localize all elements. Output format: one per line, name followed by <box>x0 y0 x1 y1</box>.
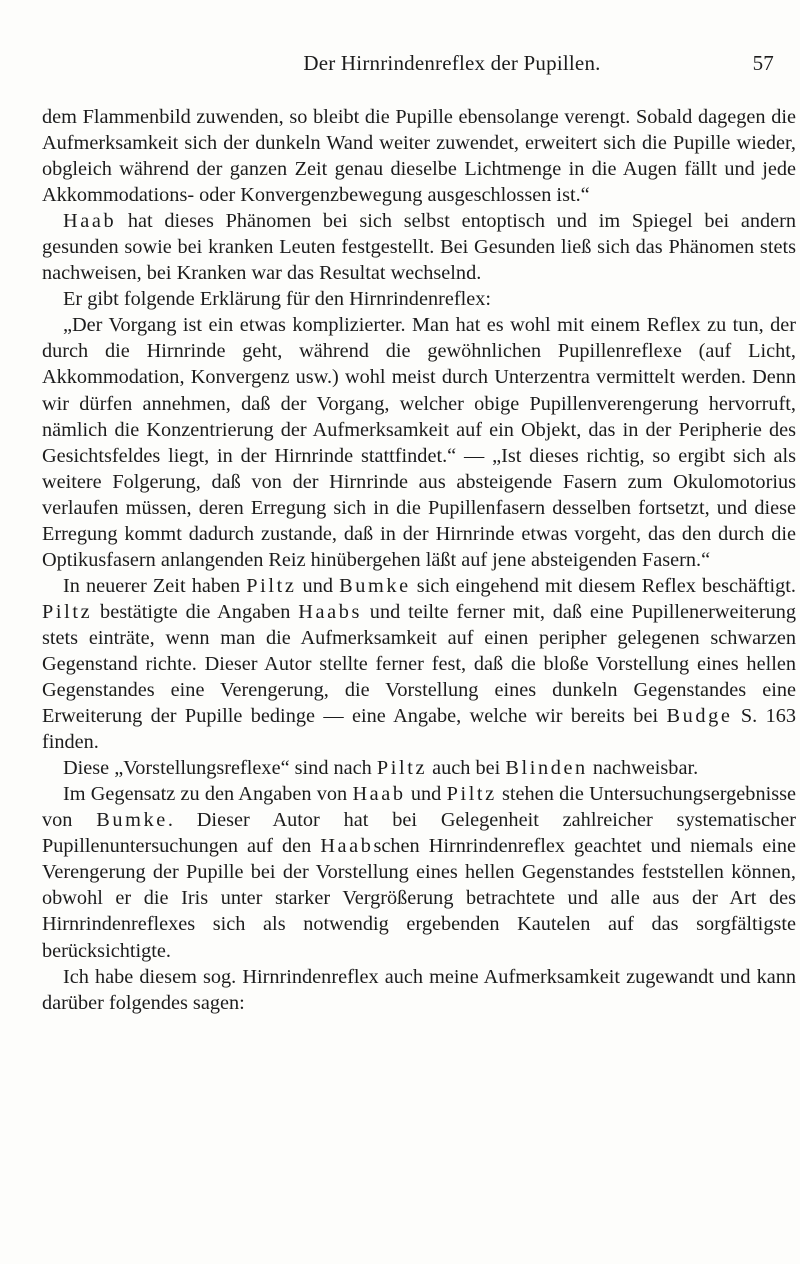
paragraph-5 <box>42 573 796 755</box>
author-name: Piltz <box>246 574 297 597</box>
paragraph-text: auch bei <box>427 757 506 780</box>
paragraph-1: dem Flammenbild zuwenden, so bleibt die Pupille ebensolange verengt. Sobald dagegen die Aufmerksamkeit sich der dunkeln Wand weiter zuwendet, erweitert sich die Pupille wieder, obgleich während der ganzen Zeit genau dieselbe Lichtmenge in die Augen fällt und jede Akkommodations- oder Konvergenzbewegung ausgeschlossen ist.“ <box>42 106 796 207</box>
paragraph-text: S. 163 finden. <box>42 705 796 754</box>
paragraph-text: schen Hirnrindenreflex geachtet und niemals eine Verengerung der Pupille bei der Vorstellung eines hellen Gegenstandes feststellen können, obwohl er die Iris unter starker Vergrößerung betrachtete und alle aus der Art des Hirnrindenreflexes sich als notwendig ergebenden Kautelen auf das sorgfältigste berücksichtigte. <box>42 835 796 962</box>
paragraph-text: . Dieser Autor hat bei Gelegenheit zahlreicher systematischer Pupillenuntersuchungen auf den <box>42 809 796 858</box>
paragraph-text: In neuerer Zeit haben <box>63 574 247 597</box>
paragraph-text: Diese „Vorstellungsreflexe“ sind nach <box>63 757 377 780</box>
paragraph-3: Er gibt folgende Erklärung für den Hirnrindenreflex: <box>63 288 492 311</box>
paragraph-text: nachweisbar. <box>587 757 699 780</box>
paragraph-text: bestätigte die Angaben <box>92 600 299 623</box>
author-name: Budge <box>666 705 733 728</box>
paragraph-7 <box>42 781 796 963</box>
paragraph-6 <box>42 755 796 781</box>
paragraph-text: und teilte ferner mit, daß eine Pupillenerweiterung stets einträte, wenn man die Aufmerksamkeit auf einen peripher gelegenen schwarzen Gegenstand richte. Dieser Autor stellte ferner fest, daß die bloße Vorstellung eines hellen Gegenstandes eine Verengerung, die Vorstellung eines dunkeln Gegenstandes eine Erweiterung der Pupille bedinge — eine Angabe, welche wir bereits bei <box>42 600 797 728</box>
author-name: Piltz <box>446 783 497 806</box>
running-header <box>130 49 774 77</box>
author-name: Haab <box>320 835 374 858</box>
author-name: Haab <box>63 210 117 233</box>
paragraph-text: Im Gegensatz zu den Angaben von <box>63 783 353 806</box>
author-name: Bumke <box>339 574 411 597</box>
paragraph-text: stehen die Untersuchungsergebnisse von <box>42 783 797 832</box>
author-name: Bumke <box>96 809 168 832</box>
author-name: Piltz <box>376 757 428 780</box>
body-text <box>42 104 796 1016</box>
page-number: 57 <box>752 51 774 75</box>
author-name: Haab <box>352 783 406 806</box>
paragraph-2 <box>42 208 796 286</box>
paragraph-text: und <box>296 574 340 597</box>
paragraph-text: hat dieses Phänomen bei sich selbst entoptisch und im Spiegel bei andern gesunden sowie bei kranken Leuten festgestellt. Bei Gesunden ließ sich das Phänomen stets nachweisen, bei Kranken war das Resultat wechselnd. <box>42 210 796 285</box>
author-name: Haabs <box>298 600 362 623</box>
paragraph-8: Ich habe diesem sog. Hirnrindenreflex auch meine Aufmerksamkeit zugewandt und kann darüber folgendes sagen: <box>42 965 796 1014</box>
emphasized-term: Blinden <box>505 757 588 780</box>
author-name: Piltz <box>42 600 93 623</box>
paragraph-text: sich eingehend mit diesem Reflex beschäftigt. <box>410 574 796 597</box>
paragraph-4: „Der Vorgang ist ein etwas komplizierter. Man hat es wohl mit einem Reflex zu tun, der durch die Hirnrinde geht, während die gewöhnlichen Pupillenreflexe (auf Licht, Akkommodation, Konvergenz usw.) wohl meist durch Unterzentra vermittelt werden. Denn wir dürfen annehmen, daß der Vorgang, welcher obige Pupillenverengerung hervorruft, nämlich die Konzentrierung der Aufmerksamkeit auf ein Objekt, das in der Peripherie des Gesichtsfeldes liegt, in der Hirnrinde stattfindet.“ — „Ist dieses richtig, so ergibt sich als weitere Folgerung, daß von der Hirnrinde aus absteigende Fasern zum Okulomotorius verlaufen müssen, deren Erregung sich in die Pupillenfasern desselben fortsetzt, und diese Erregung kommt dadurch zustande, daß in der Hirnrinde etwas vorgeht, das den durch die Optikusfasern anlangenden Reiz hinübergehen läßt auf jene absteigenden Fasern.“ <box>42 314 796 571</box>
paragraph-text: und <box>405 783 447 806</box>
running-title: Der Hirnrindenreflex der Pupillen. <box>303 51 601 75</box>
